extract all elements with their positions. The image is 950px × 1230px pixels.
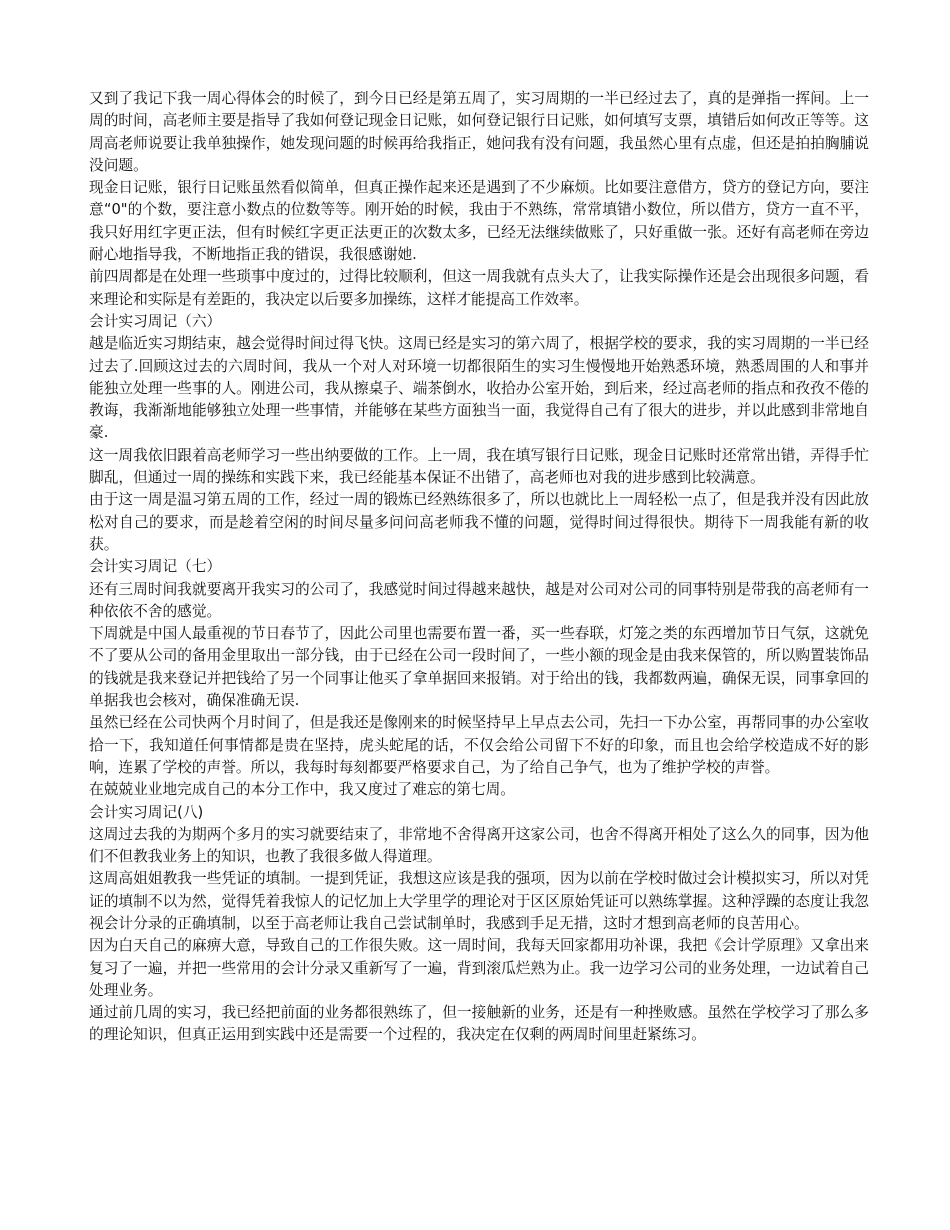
paragraph: 越是临近实习期结束，越会觉得时间过得飞快。这周已经是实习的第六周了，根据学校的要求，我的实习周期的一半已经过去了.回顾这过去的六周时间，我从一个对人对环境一切都很陌生的实习生慢慢地开始熟悉环境，熟悉周围的人和事并能独立处理一些事的人。刚进公司，我从擦桌子、端茶倒水，收拾办公室开始，到后来，经过高老师的指点和孜孜不倦的教诲，我渐渐地能够独立处理一些事情，并能够在某些方面独当一面，我觉得自己有了很大的进步，并以此感到非常地自豪. <box>89 335 869 442</box>
section-heading: 会计实习周记(八) <box>89 803 204 821</box>
paragraph: 这一周我依旧跟着高老师学习一些出纳要做的工作。上一周，我在填写银行日记账，现金日记账时还常常出错，弄得手忙脚乱，但通过一周的操练和实践下来，我已经能基本保证不出错了，高老师也对我的进步感到比较满意。 <box>89 446 869 487</box>
section-heading: 会计实习周记（六） <box>89 312 222 330</box>
section-heading: 会计实习周记（七） <box>89 558 222 576</box>
paragraph: 下周就是中国人最重视的节日春节了，因此公司里也需要布置一番，买一些春联，灯笼之类的东西增加节日气氛，这就免不了要从公司的备用金里取出一部分钱，由于已经在公司一段时间了，一些小额的现金是由我来保管的，所以购置装饰品的钱就是我来登记并把钱给了另一个同事让他买了拿单据回来报销。对于给出的钱，我都数两遍，确保无误，同事拿回的单据我也会核对，确保准确无误. <box>89 625 869 710</box>
paragraph: 这周过去我的为期两个多月的实习就要结束了，非常地不舍得离开这家公司，也舍不得离开相处了这么久的同事，因为他们不但教我业务上的知识，也教了我很多做人得道理。 <box>89 825 869 866</box>
paragraph: 这周高姐姐教我一些凭证的填制。一提到凭证，我想这应该是我的强项，因为以前在学校时做过会计模拟实习，所以对凭证的填制不以为然，觉得凭着我惊人的记忆加上大学里学的理论对于区区原始凭证可以熟练掌握。这种浮躁的态度让我忽视会计分录的正确填制，以至于高老师让我自己尝试制单时，我感到手足无措，这时才想到高老师的良苦用心。 <box>89 870 869 932</box>
paragraph: 还有三周时间我就要离开我实习的公司了，我感觉时间过得越来越快，越是对公司对公司的同事特别是带我的高老师有一种依依不舍的感觉。 <box>89 580 869 620</box>
paragraph: 虽然已经在公司快两个月时间了，但是我还是像刚来的时候坚持早上早点去公司，先扫一下办公室，再帮同事的办公室收拾一下，我知道任何事情都是贵在坚持，虎头蛇尾的话，不仅会给公司留下不好的印象，而且也会给学校造成不好的影响，连累了学校的声誉。所以，我每时每刻都要严格要求自己，为了给自己争气，也为了维护学校的声誉。 <box>89 714 869 776</box>
paragraph: 又到了我记下我一周心得体会的时候了，到今日已经是第五周了，实习周期的一半已经过去了，真的是弹指一挥间。上一周的时间，高老师主要是指导了我如何登记现金日记账，如何登记银行日记账，如何填写支票，填错后如何改正等等。这周高老师说要让我单独操作，她发现问题的时候再给我指正，她问我有没有问题，我虽然心里有点虚，但还是拍拍胸脯说没问题。 <box>89 90 869 174</box>
paragraph: 因为白天自己的麻痹大意，导致自己的工作很失败。这一周时间，我每天回家都用功补课，我把《会计学原理》又拿出来复习了一遍，并把一些常用的会计分录又重新写了一遍，背到滚瓜烂熟为止。我一边学习公司的业务处理，一边试着自己处理业务。 <box>89 937 869 999</box>
paragraph: 现金日记账，银行日记账虽然看似简单，但真正操作起来还是遇到了不少麻烦。比如要注意借方，贷方的登记方向，要注意“0"的个数，要注意小数点的位数等等。刚开始的时候，我由于不熟练，常常填错小数位，所以借方，贷方一直不平，我只好用红字更正法，但有时候红字更正法更正的次数太多，已经无法继续做账了，只好重做一张。还好有高老师在旁边耐心地指导我，不断地指正我的错误，我很感谢她. <box>89 179 869 264</box>
document-body <box>89 88 869 1047</box>
paragraph: 由于这一周是温习第五周的工作，经过一周的锻炼已经熟练很多了，所以也就比上一周轻松一点了，但是我并没有因此放松对自己的要求，而是趁着空闲的时间尽量多问问高老师我不懂的问题，觉得时间过得很快。期待下一周我能有新的收获。 <box>89 491 869 553</box>
paragraph: 在兢兢业业地完成自己的本分工作中，我又度过了难忘的第七周。 <box>89 781 515 799</box>
paragraph: 前四周都是在处理一些琐事中度过的，过得比较顺利，但这一周我就有点头大了，让我实际操作还是会出现很多问题，看来理论和实际是有差距的，我决定以后要多加操练，这样才能提高工作效率。 <box>89 268 869 308</box>
paragraph: 通过前几周的实习，我已经把前面的业务都很熟练了，但一接触新的业务，还是有一种挫败感。虽然在学校学习了那么多的理论知识，但真正运用到实践中还是需要一个过程的，我决定在仅剩的两周时间里赶紧练习。 <box>89 1004 869 1044</box>
